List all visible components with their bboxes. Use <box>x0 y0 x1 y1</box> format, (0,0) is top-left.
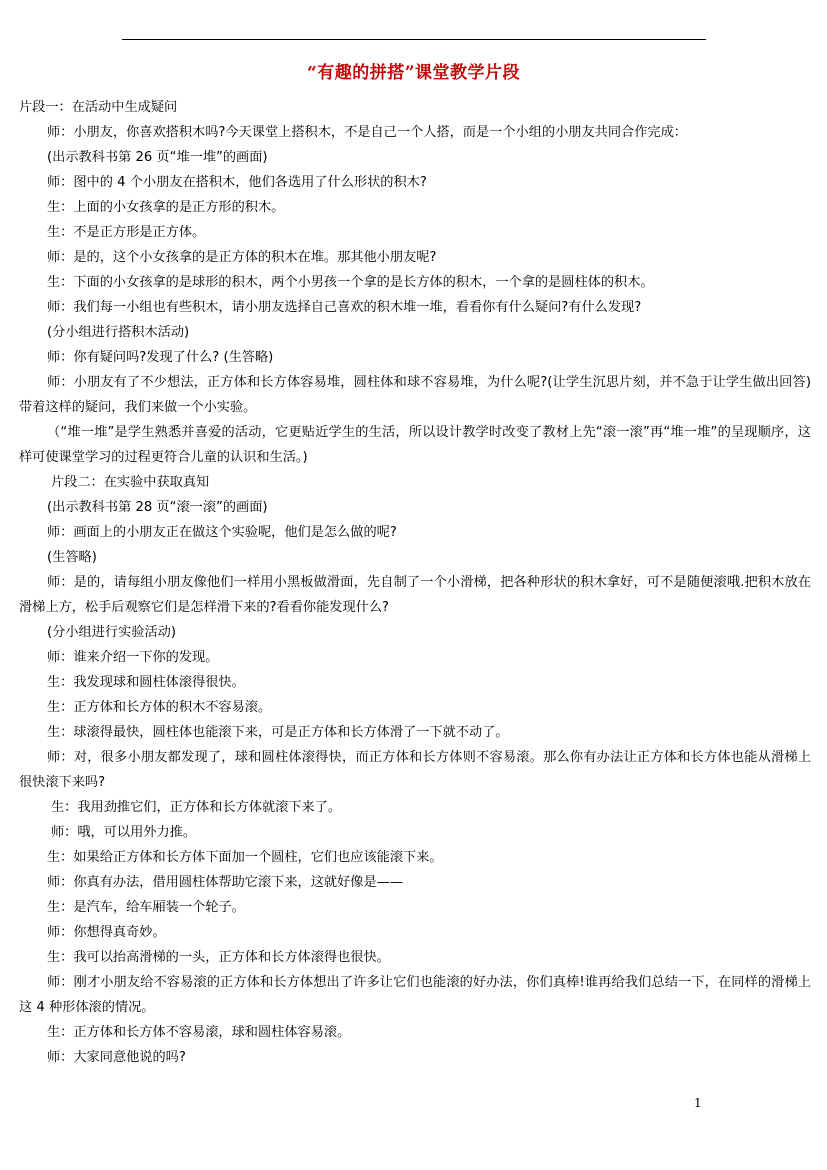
paragraph: 师：哦，可以用外力推。 <box>51 825 197 840</box>
document-title: “有趣的拼搭”课堂教学片段 <box>306 63 521 83</box>
paragraph: 生：下面的小女孩拿的是球形的积木，两个小男孩一个拿的是长方体的积木，一个拿的是圆柱体的积木。 <box>47 275 654 290</box>
paragraph: 师：图中的 4 个小朋友在搭积木，他们各选用了什么形状的积木? <box>47 175 427 190</box>
paragraph: 片段一：在活动中生成疑问 <box>19 100 178 115</box>
paragraph: 生：我发现球和圆柱体滚得很快。 <box>47 675 245 690</box>
paragraph: 师：是的，请每组小朋友像他们一样用小黑板做滑面，先自制了一个小滑梯，把各种形状的积木拿好，可不是随便滚哦.把积木放在滑梯上方，松手后观察它们是怎样滑下来的?看看你能发现什么? <box>19 575 811 615</box>
paragraph: 师：你真有办法，借用圆柱体帮助它滚下来，这就好像是—— <box>47 875 404 890</box>
paragraph: 师：你有疑问吗?发现了什么? (生答略) <box>47 350 274 365</box>
paragraph: 片段二：在实验中获取真知 <box>51 475 210 490</box>
paragraph: 师：对，很多小朋友都发现了，球和圆柱体滚得快，而正方体和长方体则不容易滚。那么你有办法让正方体和长方体也能从滑梯上很快滚下来吗? <box>19 750 811 790</box>
document-body <box>19 95 811 1070</box>
paragraph: 师：画面上的小朋友正在做这个实验呢，他们是怎么做的呢? <box>47 525 397 540</box>
paragraph: 师：是的，这个小女孩拿的是正方体的积木在堆。那其他小朋友呢? <box>47 250 437 265</box>
paragraph: (分小组进行实验活动) <box>47 625 176 640</box>
paragraph: 生：不是正方形是正方体。 <box>47 225 206 240</box>
paragraph: 师：小朋友，你喜欢搭积木吗?今天课堂上搭积木，不是自己一个人搭，而是一个小组的小朋友共同合作完成： <box>47 125 687 140</box>
paragraph: (生答略) <box>47 550 97 565</box>
header-rule <box>122 39 706 40</box>
paragraph: 师：大家同意他说的吗? <box>47 1050 186 1065</box>
paragraph: 生：如果给正方体和长方体下面加一个圆柱，它们也应该能滚下来。 <box>47 850 443 865</box>
paragraph: (出示教科书第 26 页“堆一堆”的画面) <box>47 150 268 165</box>
paragraph: (分小组进行搭积木活动) <box>47 325 190 340</box>
paragraph: 生：我可以抬高滑梯的一头，正方体和长方体滚得也很快。 <box>47 950 390 965</box>
paragraph: （“堆一堆”是学生熟悉并喜爱的活动，它更贴近学生的生活，所以设计教学时改变了教材上先“滚一滚”再“堆一堆”的呈现顺序，这样可使课堂学习的过程更符合儿童的认识和生活。) <box>19 425 811 465</box>
paragraph: 师：谁来介绍一下你的发现。 <box>47 650 219 665</box>
paragraph: 生：是汽车，给车厢装一个轮子。 <box>47 900 245 915</box>
paragraph: 生：上面的小女孩拿的是正方形的积木。 <box>47 200 285 215</box>
paragraph: 生：正方体和长方体的积木不容易滚。 <box>47 700 272 715</box>
paragraph: 生：正方体和长方体不容易滚，球和圆柱体容易滚。 <box>47 1025 351 1040</box>
paragraph: 师：小朋友有了不少想法，正方体和长方体容易堆，圆柱体和球不容易堆，为什么呢?(让学生沉思片刻，并不急于让学生做出回答)带着这样的疑问，我们来做一个小实验。 <box>19 375 811 415</box>
paragraph: 生：球滚得最快，圆柱体也能滚下来，可是正方体和长方体滑了一下就不动了。 <box>47 725 509 740</box>
paragraph: 师：刚才小朋友给不容易滚的正方体和长方体想出了许多让它们也能滚的好办法，你们真棒!谁再给我们总结一下，在同样的滑梯上这 4 种形体滚的情况。 <box>19 975 811 1015</box>
paragraph: 师：你想得真奇妙。 <box>47 925 166 940</box>
page-number: 1 <box>694 1096 702 1110</box>
paragraph: (出示教科书第 28 页“滚一滚”的画面) <box>47 500 268 515</box>
paragraph: 生：我用劲推它们，正方体和长方体就滚下来了。 <box>51 800 342 815</box>
paragraph: 师：我们每一小组也有些积木，请小朋友选择自己喜欢的积木堆一堆，看看你有什么疑问?有什么发现? <box>47 300 642 315</box>
